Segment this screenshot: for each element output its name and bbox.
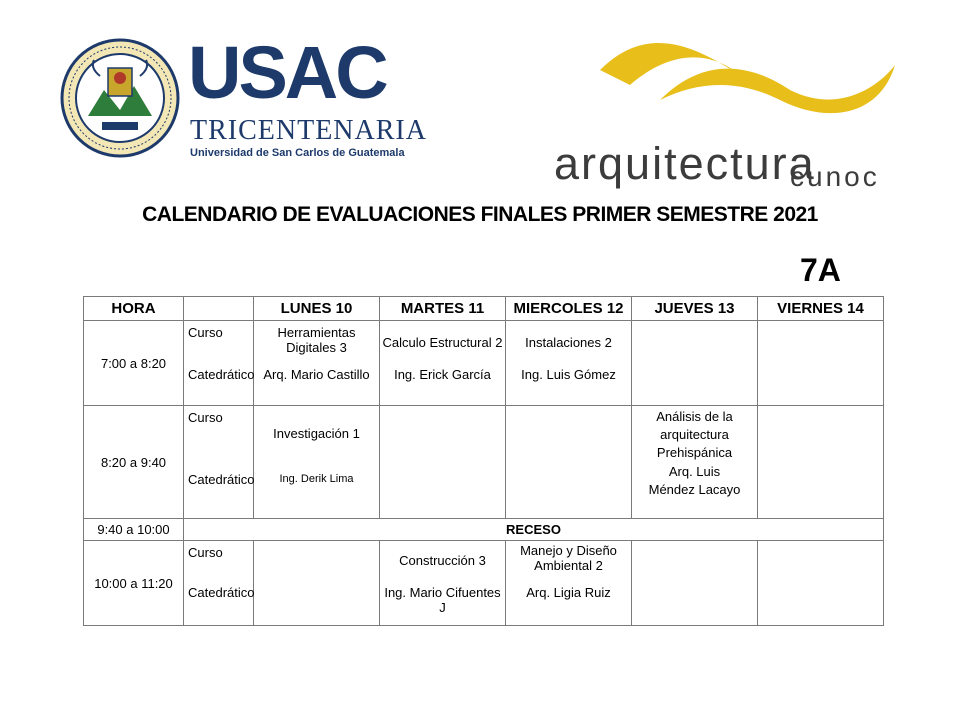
course-name: Herramientas Digitales 3 bbox=[277, 325, 356, 355]
course-name: Calculo Estructural 2 bbox=[382, 335, 503, 350]
exam-cell bbox=[632, 321, 758, 406]
catedratico-label: Catedrático bbox=[188, 472, 255, 487]
header-martes: MARTES 11 bbox=[380, 297, 506, 321]
course-name: Análisis de la arquitectura Prehispánica bbox=[656, 409, 733, 460]
usac-university-name: Universidad de San Carlos de Guatemala bbox=[190, 147, 405, 159]
page-title: CALENDARIO DE EVALUACIONES FINALES PRIMER SEMESTRE 2021 bbox=[142, 203, 818, 226]
teacher-name: Ing. Erick García bbox=[394, 367, 491, 382]
curso-label: Curso bbox=[188, 325, 223, 340]
cunoc-word: cunoc bbox=[790, 161, 880, 192]
exam-cell bbox=[380, 321, 506, 406]
exam-cell bbox=[254, 541, 380, 626]
arquitectura-swoosh-icon bbox=[590, 30, 910, 120]
hora-cell: 9:40 a 10:00 bbox=[84, 519, 184, 541]
course-name: Manejo y Diseño Ambiental 2 bbox=[520, 543, 617, 573]
arquitectura-cunoc-logo bbox=[550, 30, 910, 195]
arquitectura-word: arquitectura bbox=[554, 138, 816, 189]
group-label: 7A bbox=[800, 252, 841, 288]
course-name: Construcción 3 bbox=[399, 553, 486, 568]
schedule-table bbox=[83, 296, 884, 626]
table-row bbox=[84, 321, 884, 406]
hora-cell: 7:00 a 8:20 bbox=[84, 321, 184, 406]
teacher-name: Ing. Derik Lima bbox=[279, 473, 354, 485]
catedratico-label: Catedrático bbox=[188, 585, 255, 600]
label-cell bbox=[184, 406, 254, 519]
header-miercoles: MIERCOLES 12 bbox=[506, 297, 632, 321]
teacher-name: Arq. Ligia Ruiz bbox=[526, 585, 611, 600]
table-row bbox=[84, 406, 884, 519]
exam-cell bbox=[758, 541, 884, 626]
hora-cell: 8:20 a 9:40 bbox=[84, 406, 184, 519]
exam-cell bbox=[632, 541, 758, 626]
exam-cell bbox=[254, 321, 380, 406]
teacher-name: Arq. Mario Castillo bbox=[263, 367, 370, 382]
curso-label: Curso bbox=[188, 410, 223, 425]
table-header-row bbox=[84, 297, 884, 321]
table-row bbox=[84, 541, 884, 626]
catedratico-label: Catedrático bbox=[188, 367, 255, 382]
usac-wordmark bbox=[188, 31, 428, 162]
header-lunes: LUNES 10 bbox=[254, 297, 380, 321]
exam-cell bbox=[380, 541, 506, 626]
exam-cell bbox=[632, 406, 758, 519]
exam-cell bbox=[758, 321, 884, 406]
teacher-name: Ing. Mario Cifuentes J bbox=[384, 585, 501, 615]
header-viernes: VIERNES 14 bbox=[758, 297, 884, 321]
exam-cell bbox=[254, 406, 380, 519]
usac-abbr: USAC bbox=[188, 31, 386, 114]
teacher-name: Ing. Luis Gómez bbox=[521, 367, 616, 382]
header-hora: HORA bbox=[84, 297, 184, 321]
receso-cell: RECESO bbox=[184, 519, 884, 541]
course-name: Investigación 1 bbox=[273, 426, 360, 441]
course-name: Instalaciones 2 bbox=[525, 335, 612, 350]
label-cell bbox=[184, 541, 254, 626]
label-cell bbox=[184, 321, 254, 406]
header-jueves: JUEVES 13 bbox=[632, 297, 758, 321]
exam-cell bbox=[380, 406, 506, 519]
usac-tricentenaria: TRICENTENARIA bbox=[190, 115, 427, 146]
table-row-receso bbox=[84, 519, 884, 541]
header-label bbox=[184, 297, 254, 321]
exam-cell bbox=[758, 406, 884, 519]
exam-cell bbox=[506, 406, 632, 519]
exam-cell bbox=[506, 321, 632, 406]
hora-cell: 10:00 a 11:20 bbox=[84, 541, 184, 626]
curso-label: Curso bbox=[188, 545, 223, 560]
teacher-name: Arq. Luis Méndez Lacayo bbox=[648, 464, 741, 497]
exam-cell bbox=[506, 541, 632, 626]
usac-seal-logo bbox=[60, 38, 180, 158]
